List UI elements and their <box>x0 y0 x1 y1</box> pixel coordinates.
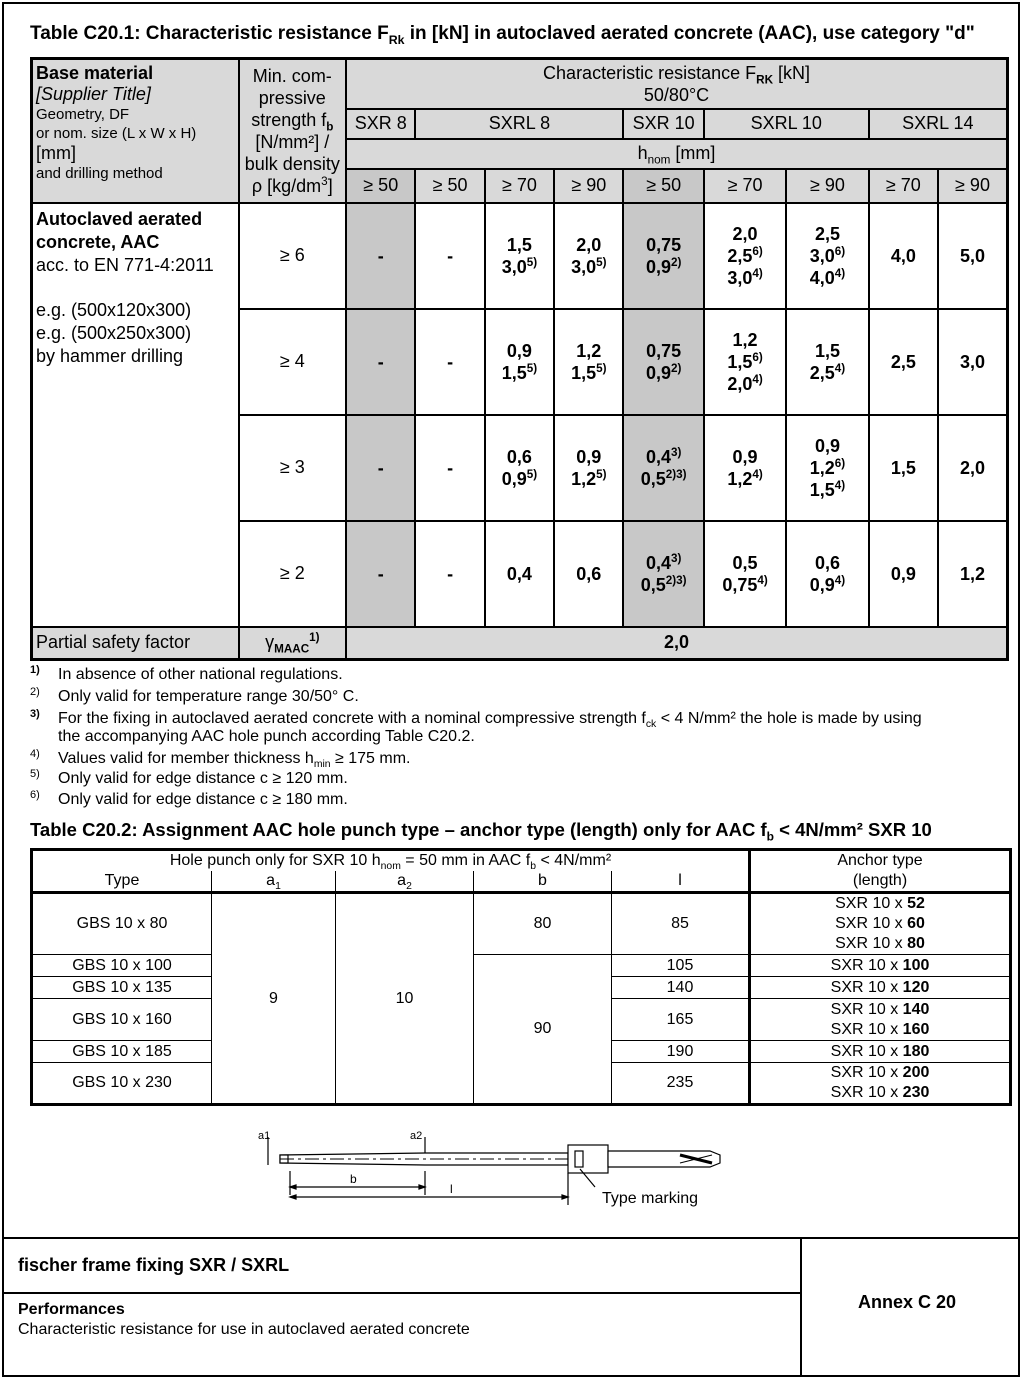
value-line: 2,5 <box>814 223 840 244</box>
value-line: 1,2$^{5)}$ <box>571 467 607 489</box>
value-line: 2,5 <box>890 351 916 372</box>
depth-header: ≥ 90 <box>938 169 1007 203</box>
header-base-material: Base material [Supplier Title] Geometry, DF or nom. size (L x W x H) [mm] and drilling method <box>32 59 239 203</box>
table-row <box>32 203 1008 309</box>
resistance-cell <box>704 521 786 627</box>
resistance-cell <box>938 203 1007 309</box>
value-line: 3,0 <box>959 351 986 372</box>
psf-symbol: $\gamma_{MAAC}^{1)}$ <box>239 627 347 660</box>
col-a2: $a_2$ <box>336 871 474 893</box>
label-a2: a2 <box>410 1130 423 1142</box>
footnote-ref: 6) <box>834 456 846 470</box>
resistance-cell <box>415 415 484 521</box>
anchor-type: SXR 10 x 80 <box>835 935 925 952</box>
table2-title: Table C20.2: Assignment AAC hole punch type – anchor type (length) only for AAC $f_b < 4N/mm^2$ SXR 10 <box>30 819 932 844</box>
value-line: 0,9 <box>506 340 532 361</box>
resistance-cell <box>346 521 415 627</box>
value-line: 0,4$^{3)}$ <box>645 551 682 573</box>
footnote <box>30 686 359 706</box>
footnote <box>30 708 922 731</box>
hole-punch-table <box>30 848 1012 1106</box>
footer-section: Performances <box>18 1301 125 1318</box>
col-b: b <box>474 871 612 893</box>
value-line: 0,75$^{4)}$ <box>722 573 768 595</box>
anchor-type: SXR 10 x 200 <box>830 1064 930 1081</box>
anchor-type-cell <box>750 893 1011 955</box>
label-type-marking: Type marking <box>602 1190 699 1207</box>
footnote-mark: 3) <box>30 708 40 720</box>
l-value: 165 <box>612 999 750 1041</box>
value-line: 2,5$^{6)}$ <box>727 244 763 266</box>
l-value: 85 <box>612 893 750 955</box>
footer-description: Characteristic resistance for use in autoclaved aerated concrete <box>18 1321 470 1338</box>
punch-head <box>568 1145 608 1173</box>
resistance-cell <box>869 521 938 627</box>
value-line: 1,2$^{4)}$ <box>727 467 763 489</box>
table1-title: Table C20.1: Characteristic resistance $F_{Rk}$ in [kN] in autoclaved aerated concrete (AAC), use category "d" <box>30 23 975 47</box>
anchor-type: SXR 10 x 230 <box>830 1084 930 1101</box>
value-line: 3,0$^{4)}$ <box>727 266 763 288</box>
value-line: 4,0 <box>890 245 916 266</box>
b-value: 80 <box>474 893 612 955</box>
resistance-cell <box>938 521 1007 627</box>
value-line: 2,0 <box>732 223 758 244</box>
resistance-cell <box>704 203 786 309</box>
depth-header: ≥ 50 <box>346 169 415 203</box>
col-a1: $a_1$ <box>212 871 336 893</box>
value-line: $0,5^{2)3)}$ <box>640 573 687 595</box>
resistance-cell <box>869 203 938 309</box>
value-line: 0,4 <box>506 563 532 584</box>
psf-value: 2,0 <box>346 627 1007 660</box>
footnote-ref: 2) <box>670 255 682 269</box>
value-line: 0,9$^{5)}$ <box>501 467 538 489</box>
footnote-mark: 6) <box>30 789 40 801</box>
footnote-mark: 1) <box>30 664 40 676</box>
label-l: l <box>450 1182 453 1196</box>
anchor-type-header: Anchor type (length) <box>750 850 1011 893</box>
resistance-cell <box>415 521 484 627</box>
footnote-ref: 5) <box>526 361 538 375</box>
punch-type: GBS 10 x 135 <box>32 977 212 999</box>
value-line: - <box>377 351 384 372</box>
value-line: 0,9 <box>732 446 758 467</box>
footnote-mark: 5) <box>30 768 40 780</box>
footnote-ref: 4) <box>752 467 763 481</box>
a2-value: 10 <box>336 893 474 1105</box>
anchor-type-cell <box>750 1063 1011 1105</box>
punch-type: GBS 10 x 160 <box>32 999 212 1041</box>
resistance-cell <box>554 521 623 627</box>
resistance-cell <box>346 309 415 415</box>
anchor-type: SXR 10 x 120 <box>830 978 930 996</box>
value-line: 1,2 <box>732 329 758 350</box>
footnote-ref: 2)3) <box>665 573 687 587</box>
resistance-cell <box>786 521 868 627</box>
resistance-cell <box>623 203 703 309</box>
resistance-cell <box>415 309 484 415</box>
footer-mid-rule <box>2 1292 802 1294</box>
value-line: 1,5$^{6)}$ <box>727 350 763 372</box>
resistance-cell <box>623 309 703 415</box>
value-line: 0,5 <box>732 552 758 573</box>
anchor-type-cell <box>750 999 1011 1041</box>
value-line: - <box>447 457 454 478</box>
anchor-header: SXRL 8 <box>415 109 623 139</box>
footnote <box>30 748 411 771</box>
l-value: 105 <box>612 955 750 977</box>
value-line: 0,9 <box>814 435 840 456</box>
footnote-ref: 3) <box>670 551 682 565</box>
material-cell: Autoclaved aerated concrete, AAC acc. to EN 771-4:2011 e.g. (500x120x300) e.g. (500x250x300) by hammer drilling <box>32 203 239 627</box>
resistance-cell <box>869 415 938 521</box>
resistance-cell <box>938 415 1007 521</box>
anchor-type: SXR 10 x 100 <box>830 956 930 974</box>
resistance-cell <box>786 415 868 521</box>
anchor-type: SXR 10 x 60 <box>835 915 925 932</box>
punch-type: GBS 10 x 80 <box>32 893 212 955</box>
col-l: l <box>612 871 750 893</box>
value-line: 1,2 <box>576 340 602 361</box>
resistance-cell <box>415 203 484 309</box>
value-line: 2,0 <box>576 234 602 255</box>
punch-tail <box>608 1151 720 1167</box>
value-line: - <box>377 563 384 584</box>
footer-vertical-rule <box>800 1237 802 1377</box>
strength-cell: ≥ 6 <box>239 203 347 309</box>
footer-annex: Annex C 20 <box>858 1292 957 1312</box>
footnote-ref: 6) <box>752 350 763 364</box>
value-line: 1,2$^{6)}$ <box>809 456 846 478</box>
header-min-strength: Min. com- pressive strength $f_b$ [N/mm²] / bulk density ρ $[kg/dm^3]$ <box>239 59 347 203</box>
footnote-text: Only valid for edge distance c ≥ 120 mm. <box>58 770 348 788</box>
anchor-type-cell <box>750 1041 1011 1063</box>
value-line: 5,0 <box>959 245 986 266</box>
value-line: 0,9 <box>890 563 916 584</box>
resistance-cell <box>485 521 554 627</box>
value-line: 0,6 <box>814 552 840 573</box>
footnote-text: In absence of other national regulations. <box>58 666 343 684</box>
resistance-table <box>30 57 1009 661</box>
footnote-ref: 4) <box>834 478 846 492</box>
resistance-cell <box>786 309 868 415</box>
footnote <box>30 664 343 684</box>
footnote-ref: 5) <box>526 467 538 481</box>
hole-punch-drawing <box>250 1125 730 1215</box>
footnote-text: Only valid for temperature range 30/50° C. <box>58 688 359 706</box>
punch-type: GBS 10 x 230 <box>32 1063 212 1105</box>
value-line: - <box>377 457 384 478</box>
anchor-type: SXR 10 x 160 <box>830 1020 930 1038</box>
value-line: - <box>447 351 454 372</box>
value-line: 0,4$^{3)}$ <box>645 445 682 467</box>
value-line: 1,5$^{5)}$ <box>571 361 607 383</box>
value-line: - <box>447 563 454 584</box>
depth-header: ≥ 90 <box>554 169 623 203</box>
value-line: 1,2 <box>959 563 986 584</box>
strength-cell: ≥ 4 <box>239 309 347 415</box>
resistance-cell <box>869 309 938 415</box>
depth-header: ≥ 70 <box>869 169 938 203</box>
footnote <box>30 789 348 809</box>
resistance-cell <box>485 415 554 521</box>
resistance-cell <box>938 309 1007 415</box>
value-line: 1,5 <box>506 234 532 255</box>
resistance-cell <box>704 415 786 521</box>
footnote-ref: 4) <box>752 372 763 386</box>
footnote-ref: 4) <box>752 266 763 280</box>
value-line: 0,6 <box>506 446 532 467</box>
punch-header: Hole punch only for SXR 10 $h_{nom} = 50$ mm in AAC $f_b < 4N/mm^2$ <box>32 850 750 872</box>
anchor-type: SXR 10 x 52 <box>835 895 925 912</box>
l-value: 140 <box>612 977 750 999</box>
value-line: 1,5$^{5)}$ <box>501 361 538 383</box>
resistance-cell <box>554 309 623 415</box>
anchor-header: SXR 8 <box>346 109 415 139</box>
value-line: 2,0$^{4)}$ <box>727 372 763 394</box>
value-line: 0,6 <box>576 563 602 584</box>
depth-header: ≥ 70 <box>485 169 554 203</box>
anchor-header: SXRL 10 <box>704 109 869 139</box>
footnote-ref: 4) <box>834 573 846 587</box>
anchor-type: SXR 10 x 140 <box>830 1000 930 1018</box>
punch-type: GBS 10 x 185 <box>32 1041 212 1063</box>
resistance-cell <box>704 309 786 415</box>
depth-header: ≥ 50 <box>623 169 703 203</box>
resistance-cell <box>346 415 415 521</box>
value-line: 0,75 <box>646 340 682 361</box>
footnote-ref: 3) <box>670 445 682 459</box>
footnote-text: For the fixing in autoclaved aerated concrete with a nominal compressive strength $f_{ck} < 4$ N/mm² the hole is made by using <box>58 710 922 731</box>
hnom-header: $h_{nom}$ [mm] <box>346 139 1007 169</box>
footnote-ref: 4) <box>834 361 846 375</box>
footer-top-rule <box>2 1237 1020 1239</box>
anchor-type-cell <box>750 955 1011 977</box>
depth-header: ≥ 50 <box>415 169 484 203</box>
resistance-cell <box>623 521 703 627</box>
table-row <box>32 955 1011 977</box>
value-line: 0,75 <box>646 234 682 255</box>
footnote-text: Values valid for member thickness $h_{min} \ge 175$ mm. <box>58 750 411 771</box>
value-line: 1,5$^{4)}$ <box>809 478 846 500</box>
resistance-cell <box>485 309 554 415</box>
footnote-ref: 5) <box>596 361 607 375</box>
value-line: 1,5 <box>890 457 916 478</box>
table-row <box>32 893 1011 955</box>
psf-label: Partial safety factor <box>32 627 239 660</box>
value-line: 3,0$^{5)}$ <box>571 255 607 277</box>
footnote-ref: 5) <box>596 255 607 269</box>
value-line: 2,0 <box>959 457 986 478</box>
footnote <box>30 768 348 788</box>
resistance-cell <box>786 203 868 309</box>
value-line: 3,0$^{5)}$ <box>501 255 538 277</box>
footnote-ref: 6) <box>834 244 846 258</box>
value-line: 1,5 <box>814 340 840 361</box>
value-line: - <box>447 245 454 266</box>
footnote-ref: 4) <box>757 573 768 587</box>
header-characteristic-resistance: Characteristic resistance $F_{RK}$ [kN] 50/80°C <box>346 59 1007 109</box>
footnote-ref: 4) <box>834 266 846 280</box>
resistance-cell <box>346 203 415 309</box>
value-line: 0,9$^{2)}$ <box>645 361 682 383</box>
col-type: Type <box>32 871 212 893</box>
strength-cell: ≥ 2 <box>239 521 347 627</box>
anchor-header: SXRL 14 <box>869 109 1008 139</box>
footer-product: fischer frame fixing SXR / SXRL <box>18 1255 290 1275</box>
l-value: 235 <box>612 1063 750 1105</box>
footnote-continued: the accompanying AAC hole punch according Table C20.2. <box>58 728 475 745</box>
resistance-cell <box>554 203 623 309</box>
value-line: 4,0$^{4)}$ <box>809 266 846 288</box>
footnote-ref: 6) <box>752 244 763 258</box>
label-a1: a1 <box>258 1130 271 1142</box>
label-b: b <box>350 1172 357 1186</box>
value-line: 2,5$^{4)}$ <box>809 361 846 383</box>
resistance-cell <box>554 415 623 521</box>
footnote-mark: 4) <box>30 748 40 760</box>
value-line: 0,9$^{4)}$ <box>809 573 846 595</box>
depth-header: ≥ 90 <box>786 169 868 203</box>
value-line: 0,9 <box>576 446 602 467</box>
resistance-cell <box>485 203 554 309</box>
footnote-mark: 2) <box>30 686 40 698</box>
depth-header: ≥ 70 <box>704 169 786 203</box>
resistance-cell <box>623 415 703 521</box>
anchor-header: SXR 10 <box>623 109 703 139</box>
strength-cell: ≥ 3 <box>239 415 347 521</box>
value-line: 3,0$^{6)}$ <box>809 244 846 266</box>
a1-value: 9 <box>212 893 336 1105</box>
footnote-ref: 5) <box>526 255 538 269</box>
value-line: - <box>377 245 384 266</box>
footnote-ref: 2)3) <box>665 467 687 481</box>
anchor-type: SXR 10 x 180 <box>830 1042 930 1060</box>
footnote-ref: 2) <box>670 361 682 375</box>
b-value: 90 <box>474 955 612 1105</box>
footnote-text: Only valid for edge distance c ≥ 180 mm. <box>58 791 348 809</box>
value-line: $0,5^{2)3)}$ <box>640 467 687 489</box>
footnote-ref: 5) <box>596 467 607 481</box>
anchor-type-cell <box>750 977 1011 999</box>
punch-type: GBS 10 x 100 <box>32 955 212 977</box>
value-line: 0,9$^{2)}$ <box>645 255 682 277</box>
l-value: 190 <box>612 1041 750 1063</box>
